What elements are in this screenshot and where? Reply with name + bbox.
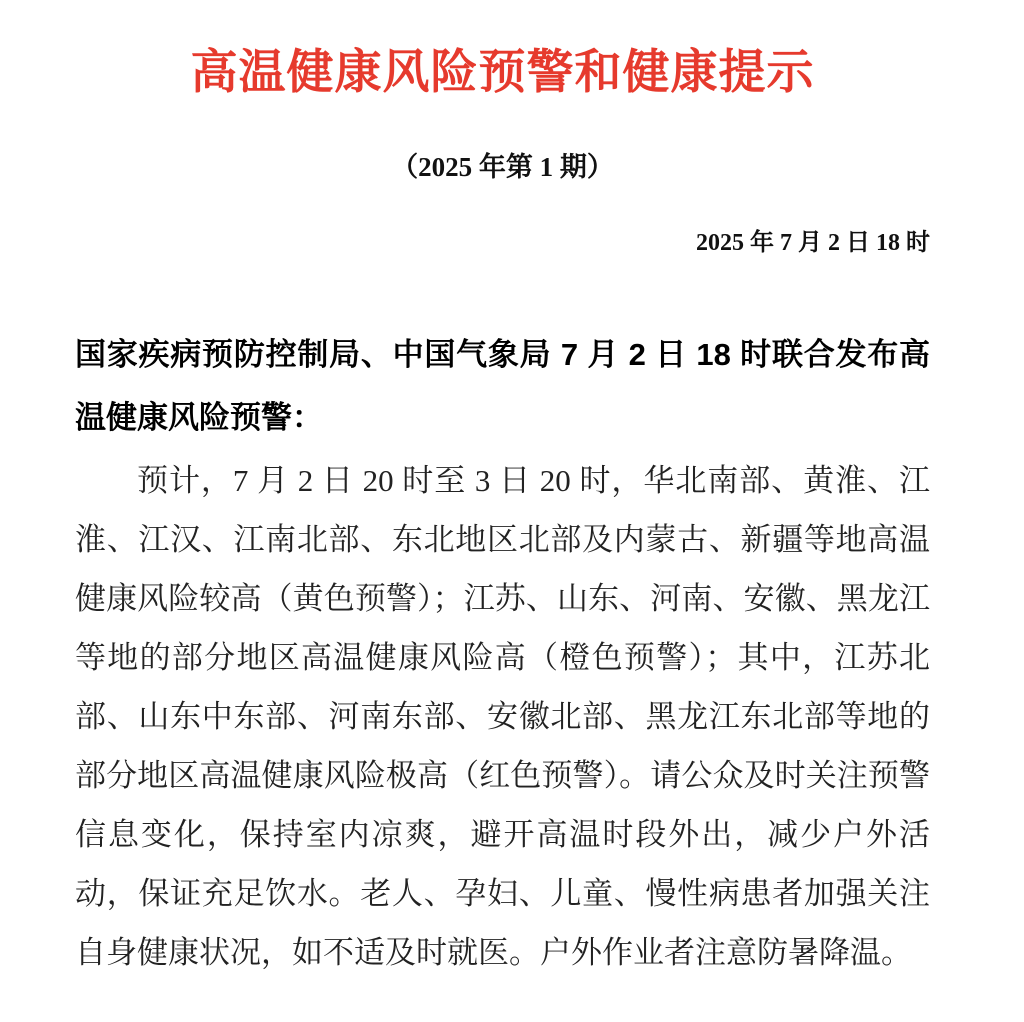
- announcement-body: 预计，7 月 2 日 20 时至 3 日 20 时，华北南部、黄淮、江淮、江汉、江南北部、东北地区北部及内蒙古、新疆等地高温健康风险较高（黄色预警）；江苏、山东、河南、安徽、黑龙江等地的部分地区高温健康风险高（橙色预警）；其中，江苏北部、山东中东部、河南东部、安徽北部、黑龙江东北部等地的部分地区高温健康风险极高（红色预警）。请公众及时关注预警信息变化，保持室内凉爽，避开高温时段外出，减少户外活动，保证充足饮水。老人、孕妇、儿童、慢性病患者加强关注自身健康状况，如不适及时就医。户外作业者注意防暑降温。: [75, 462, 930, 970]
- announcement-heading: 国家疾病预防控制局、中国气象局 7 月 2 日 18 时联合发布高温健康风险预警：: [75, 336, 930, 435]
- document-title: 高温健康风险预警和健康提示: [190, 47, 815, 99]
- release-datetime: 2025 年 7 月 2 日 18 时: [696, 229, 930, 256]
- issue-number: （2025 年第 1 期）: [391, 151, 614, 182]
